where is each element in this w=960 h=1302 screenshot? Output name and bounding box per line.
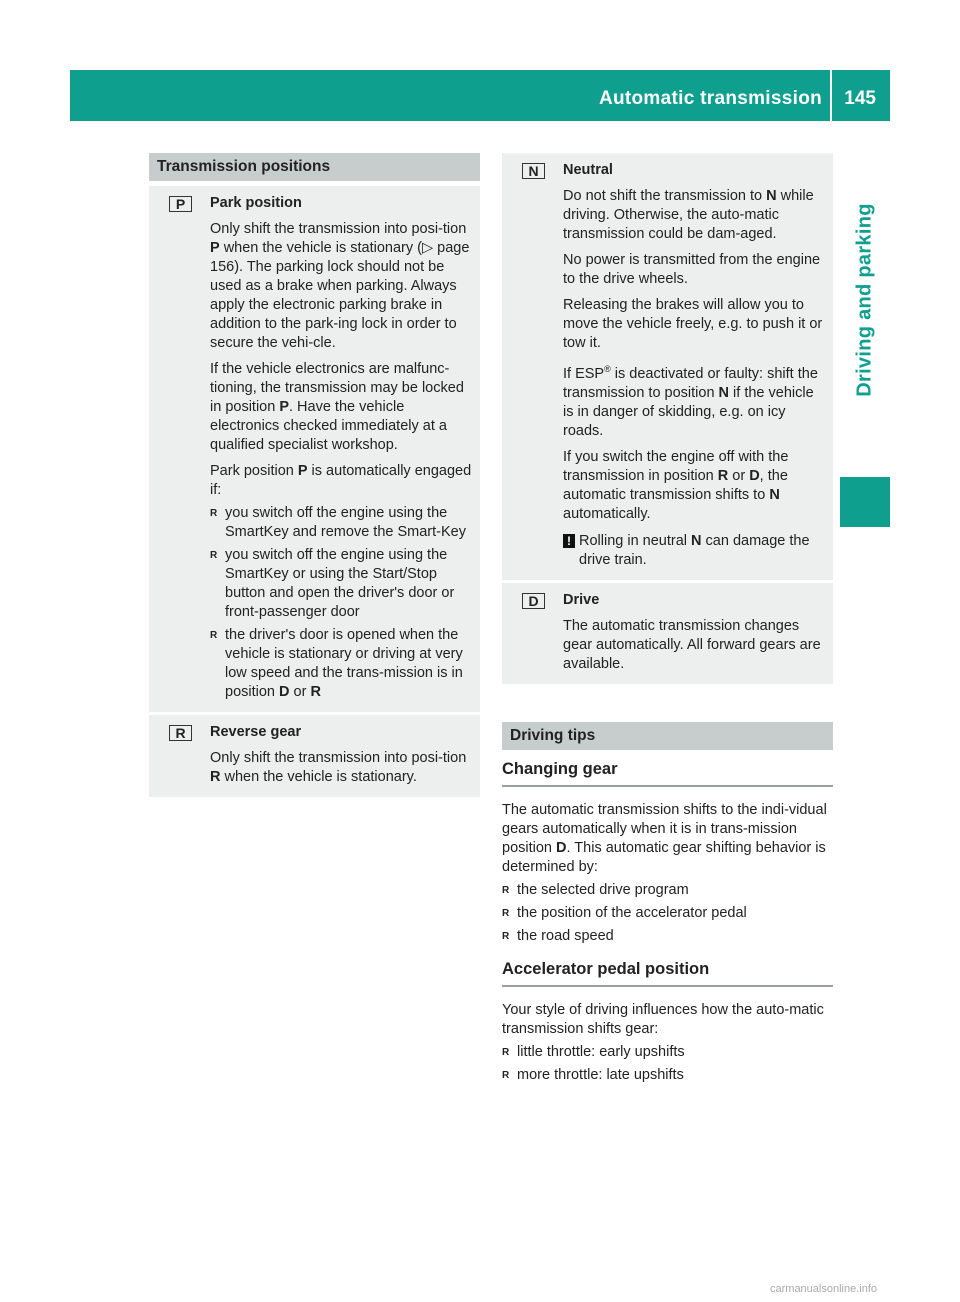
row-title: Neutral (563, 162, 613, 178)
warning-note: ! Rolling in neutral N can damage the drive train. (563, 532, 827, 570)
right-column (502, 153, 833, 1085)
paragraph: If ESP® is deactivated or faulty: shift the transmission to position N if the vehicle is in danger of skidding, e.g. on icy roads. (563, 364, 818, 439)
p-key-icon: P (169, 196, 192, 212)
list-item: R you switch off the engine using the SmartKey or using the Start/Stop button and open the driver's door or front-passenger door (210, 546, 474, 622)
paragraph: Do not shift the transmission to N while driving. Otherwise, the auto-matic transmission could be dam-aged. (563, 188, 814, 242)
paragraph: The automatic transmission shifts to the indi-vidual gears automatically when it is in trans-mission position D. This automatic gear shifting behavior is determined by: (502, 801, 827, 875)
page-number: 145 (844, 88, 876, 109)
watermark: carmanualsonline.info (770, 1283, 878, 1295)
left-column (149, 153, 480, 797)
list-item: R the selected drive program (502, 881, 833, 900)
table-row-park (149, 181, 480, 712)
row-title: Reverse gear (210, 724, 302, 740)
paragraph: Your style of driving influences how the auto-matic transmission shifts gear: (502, 1001, 824, 1037)
subsection-heading: Accelerator pedal position (502, 960, 833, 987)
paragraph: If you switch the engine off with the transmission in position R or D, the automatic transmission shifts to N automatically. (563, 448, 789, 522)
n-key-icon: N (522, 163, 545, 179)
table-row-neutral (502, 153, 833, 580)
paragraph: No power is transmitted from the engine to the drive wheels. (563, 252, 821, 287)
header-separator (830, 70, 832, 121)
subsection-heading: Changing gear (502, 760, 833, 787)
paragraph: Only shift the transmission into posi-tion R when the vehicle is stationary. (210, 750, 467, 785)
table-row-drive (502, 580, 833, 684)
table-row-reverse (149, 712, 480, 797)
paragraph: Only shift the transmission into posi-tion P when the vehicle is stationary (▷ page 156). The parking lock should not be used as a brake when parking. Always apply the electronic parking brake in addition to the park-ing lock in order to secure the vehi-cle. (210, 221, 470, 351)
paragraph: The automatic transmission changes gear automatically. All forward gears are available. (563, 617, 821, 672)
list-item: R you switch off the engine using the SmartKey and remove the Smart-Key (210, 504, 474, 542)
list-item: R the position of the accelerator pedal (502, 904, 833, 923)
paragraph: Park position P is automatically engaged if: (210, 463, 472, 498)
list-item: R the driver's door is opened when the vehicle is stationary or driving at very low speed and the trans-mission is in position D or R (210, 626, 474, 702)
chapter-marker (840, 477, 890, 527)
page-ref-icon: ▷ (421, 240, 434, 256)
chapter-label: Driving and parking (853, 203, 876, 397)
row-title: Park position (210, 195, 302, 211)
list-item: R the road speed (502, 927, 833, 946)
paragraph: Releasing the brakes will allow you to move the vehicle freely, e.g. to push it or tow it. (563, 297, 823, 351)
list-item: R more throttle: late upshifts (502, 1066, 833, 1085)
table-heading: Transmission positions (149, 153, 480, 181)
list-item: R little throttle: early upshifts (502, 1043, 833, 1062)
paragraph: If the vehicle electronics are malfunc-tioning, the transmission may be locked in position P. Have the vehicle electronics checked immediately at a qualified specialist workshop. (210, 361, 464, 453)
section-heading: Driving tips (502, 722, 833, 750)
chapter-tab (840, 130, 890, 470)
row-title: Drive (563, 591, 600, 608)
d-key-icon: D (522, 593, 545, 609)
header-bar (70, 70, 890, 121)
warning-icon: ! (563, 534, 575, 548)
r-key-icon: R (169, 725, 192, 741)
section-title: Automatic transmission (598, 88, 822, 109)
